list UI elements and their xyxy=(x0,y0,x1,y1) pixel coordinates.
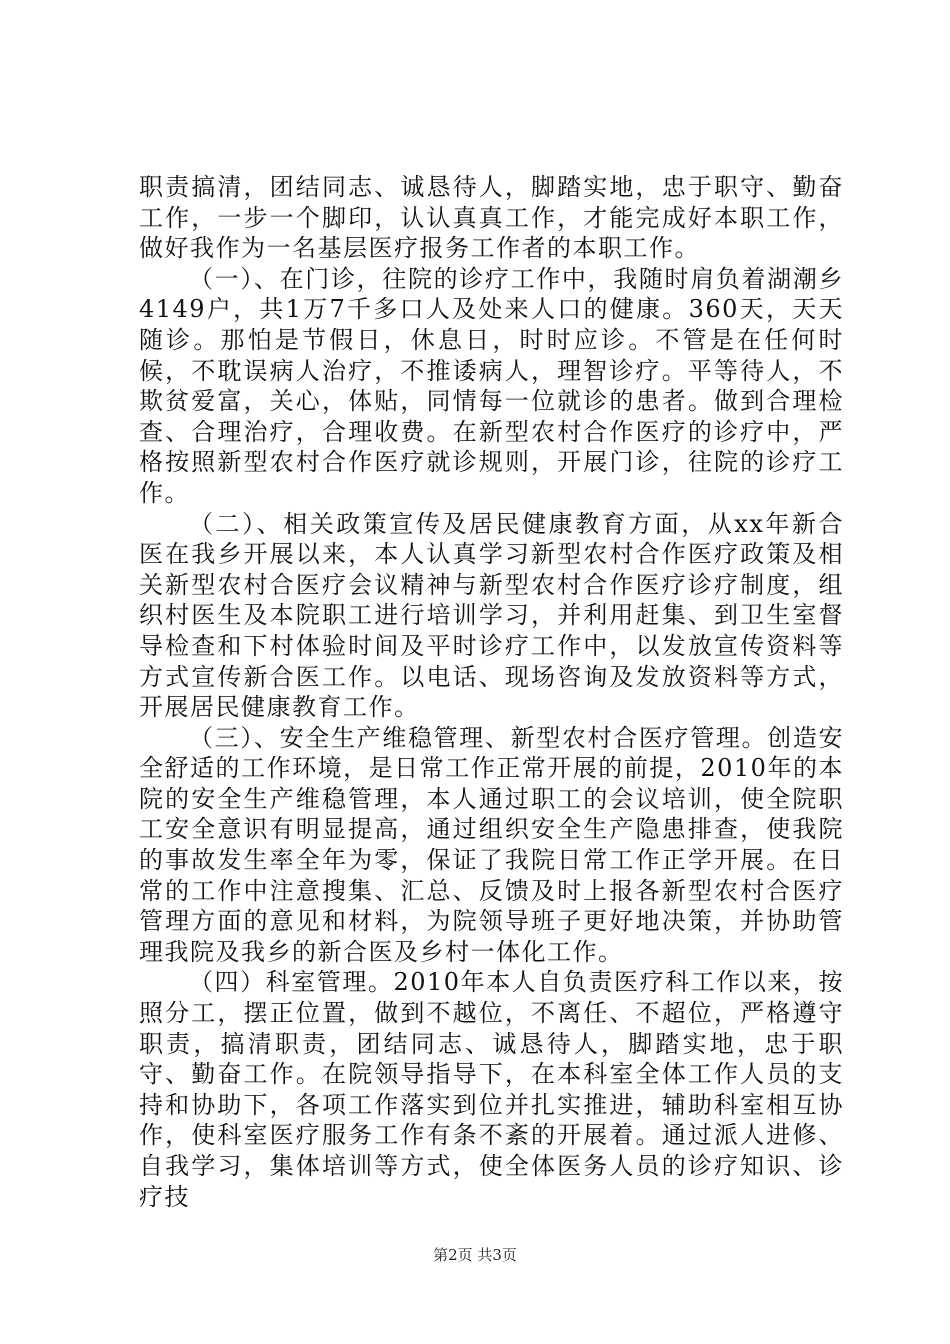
paragraph-outpatient: （一）、在门诊，往院的诊疗工作中，我随时肩负着湖潮乡4149户，共1万7千多口人及处来人口的健康。360天，天天随诊。那怕是节假日，休息日，时时应诊。不管是在任何时候，不耽误病人治疗，不推诿病人，理智诊疗。平等待人，不欺贫爱富，关心，体贴，同情每一位就诊的患者。做到合理检查、合理治疗，合理收费。在新型农村合作医疗的诊疗中，严格按照新型农村合作医疗就诊规则，开展门诊，往院的诊疗工作。 xyxy=(139,264,844,507)
paragraph-policy-education: （二）、相关政策宣传及居民健康教育方面，从xx年新合医在我乡开展以来，本人认真学习新型农村合作医疗政策及相关新型农村合医疗会议精神与新型农村合作医疗诊疗制度，组织村医生及本院职工进行培训学习，并利用赶集、到卫生室督导检查和下村体验时间及平时诊疗工作中，以发放宣传资料等方式宣传新合医工作。以电话、现场咨询及发放资料等方式，开展居民健康教育工作。 xyxy=(139,509,844,722)
document-body xyxy=(139,172,844,1212)
paragraph-department-management: （四）科室管理。2010年本人自负责医疗科工作以来，按照分工，摆正位置，做到不越位，不离任、不超位，严格遵守职责，搞清职责，团结同志、诚恳待人，脚踏实地，忠于职守、勤奋工作。在院领导指导下，在本科室全体工作人员的支持和协助下，各项工作落实到位并扎实推进，辅助科室相互协作，使科室医疗服务工作有条不紊的开展着。通过派人进修、自我学习，集体培训等方式，使全体医务人员的诊疗知识、诊疗技 xyxy=(139,968,844,1211)
page-number-footer: 第2页 共3页 xyxy=(433,1246,517,1264)
paragraph-safety-management: （三）、安全生产维稳管理、新型农村合医疗管理。创造安全舒适的工作环境，是日常工作正常开展的前提，2010年的本院的安全生产维稳管理，本人通过职工的会议培训，使全院职工安全意识有明显提高，通过组织安全生产隐患排查，使我院的事故发生率全年为零，保证了我院日常工作正学开展。在日常的工作中注意搜集、汇总、反馈及时上报各新型农村合医疗管理方面的意见和材料，为院领导班子更好地决策，并协助管理我院及我乡的新合医及乡村一体化工作。 xyxy=(139,723,844,966)
paragraph-continuation: 职责搞清，团结同志、诚恳待人，脚踏实地，忠于职守、勤奋工作，一步一个脚印，认认真真工作，才能完成好本职工作，做好我作为一名基层医疗报务工作者的本职工作。 xyxy=(139,173,844,263)
